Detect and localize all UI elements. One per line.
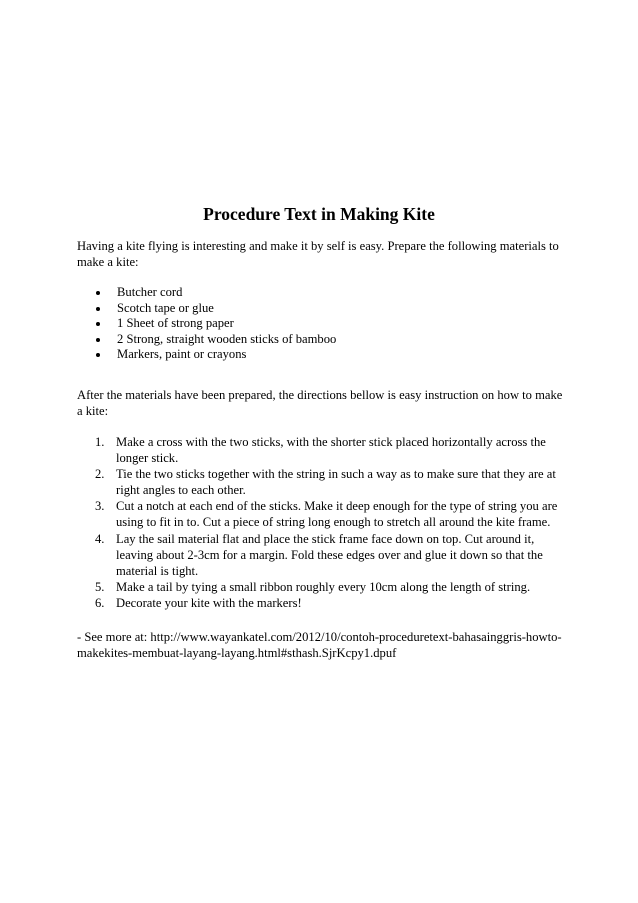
step-item [77, 498, 565, 530]
step-item [77, 434, 565, 466]
intro-paragraph: Having a kite flying is interesting and make it by self is easy. Prepare the following materials to make a kite: [77, 239, 559, 270]
steps-list [77, 434, 565, 611]
step-number: 6. [95, 595, 105, 610]
bullet-icon [96, 322, 100, 326]
source-link-text: - See more at: http://www.wayankatel.com/2012/10/contoh-proceduretext-bahasainggris-howto-makekites-membuat-layang-layang.html#sthash.SjrKcpy1.dpuf [77, 630, 562, 661]
step-text: Tie the two sticks together with the string in such a way as to make sure that they are at right angles to each other. [116, 467, 556, 498]
step-item [77, 595, 565, 611]
document-title: Procedure Text in Making Kite [203, 204, 435, 224]
step-number: 2. [95, 467, 105, 482]
material-text: Butcher cord [117, 285, 183, 299]
step-number: 1. [95, 435, 105, 449]
step-text: Decorate your kite with the markers! [116, 595, 302, 610]
step-number: 3. [95, 499, 105, 514]
bullet-icon [96, 353, 100, 357]
material-text: Scotch tape or glue [117, 300, 214, 315]
step-number: 4. [95, 531, 105, 546]
materials-list-item [77, 332, 567, 348]
step-text: Make a tail by tying a small ribbon roughly every 10cm along the length of string. [116, 579, 531, 594]
materials-list-item [77, 316, 567, 332]
materials-list-item [77, 301, 567, 317]
step-item [77, 531, 565, 579]
material-text: 2 Strong, straight wooden sticks of bamboo [117, 331, 337, 346]
bullet-icon [96, 338, 100, 342]
directions-intro-paragraph: After the materials have been prepared, the directions bellow is easy instruction on how to make a kite: [77, 388, 563, 419]
material-text: 1 Sheet of strong paper [117, 316, 234, 331]
material-text: Markers, paint or crayons [117, 347, 247, 362]
materials-list-item [77, 347, 567, 363]
bullet-icon [96, 291, 100, 295]
step-text: Lay the sail material flat and place the stick frame face down on top. Cut around it, leaving about 2-3cm for a margin. Fold these edges over and glue it down so that the material is tight. [116, 531, 543, 578]
step-item [77, 466, 565, 498]
step-text: Make a cross with the two sticks, with the shorter stick placed horizontally across the longer stick. [116, 435, 546, 466]
step-text: Cut a notch at each end of the sticks. Make it deep enough for the type of string you are using to fit in to. Cut a piece of string long enough to stretch all around the kite frame. [116, 499, 558, 530]
step-number: 5. [95, 579, 105, 594]
materials-list [77, 285, 567, 363]
step-item [77, 579, 565, 595]
bullet-icon [96, 307, 100, 311]
materials-list-item [77, 285, 567, 301]
